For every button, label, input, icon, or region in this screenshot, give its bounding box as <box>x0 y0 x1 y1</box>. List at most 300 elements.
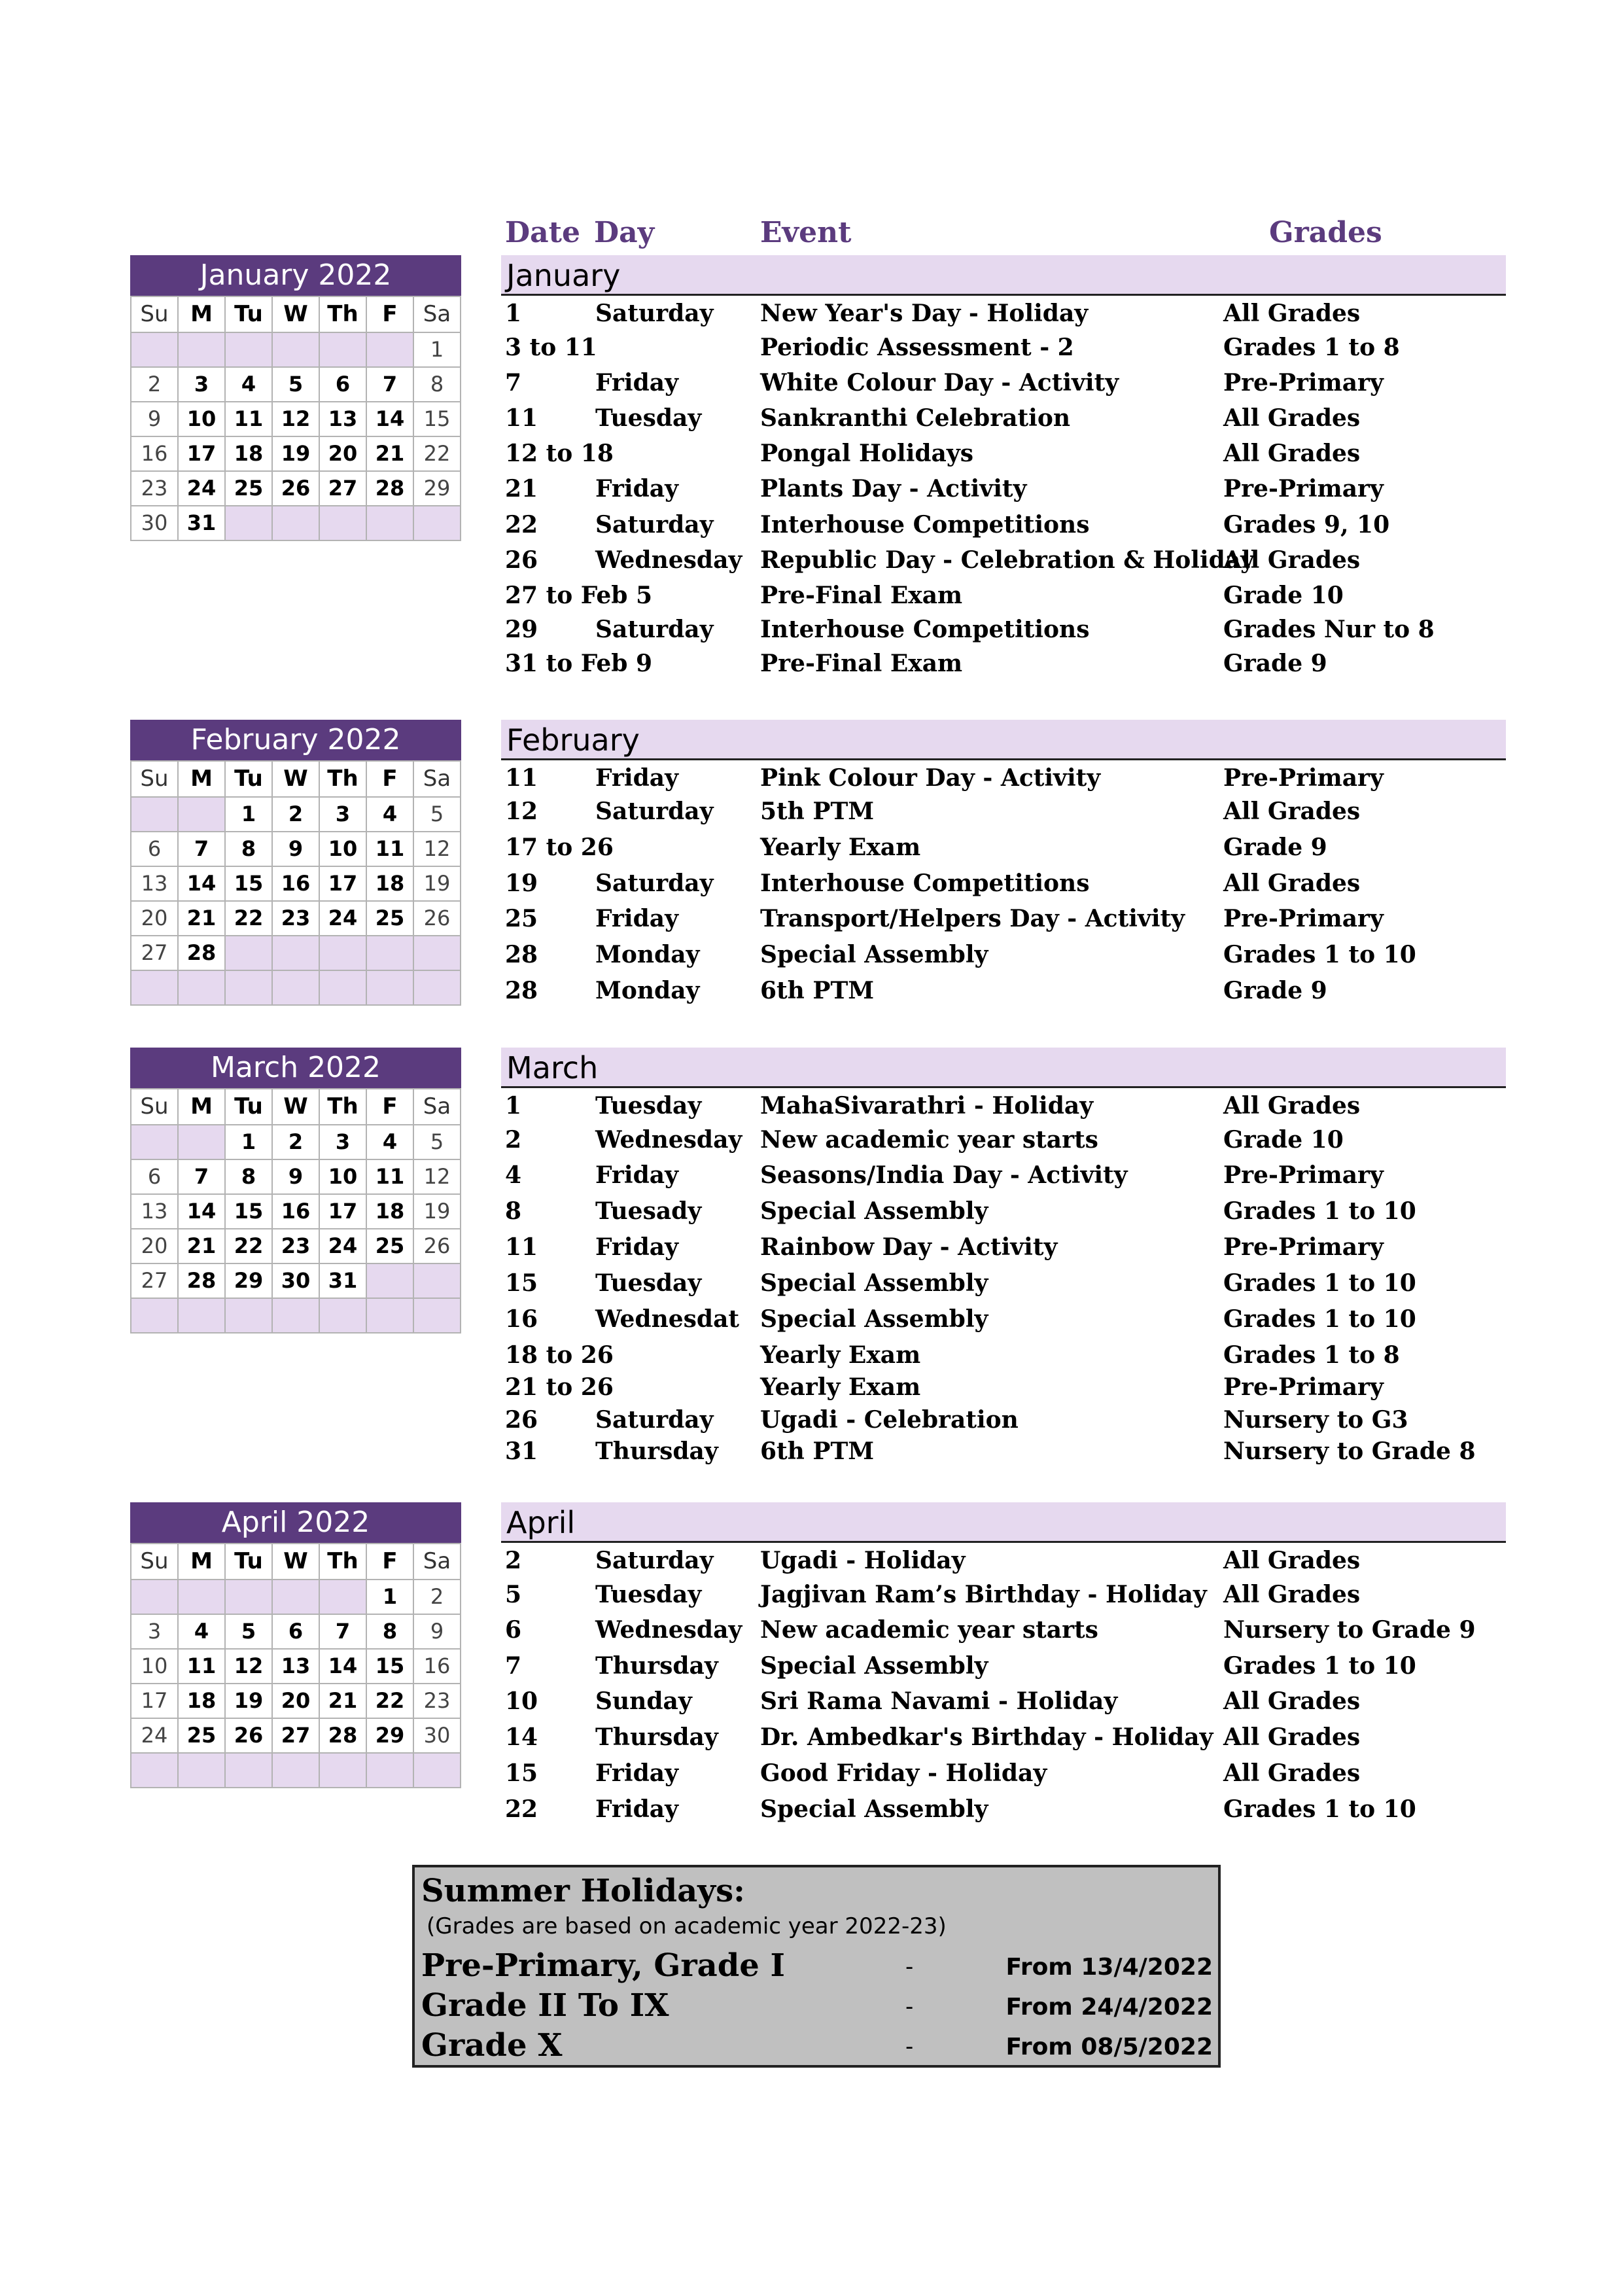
event-grades: All Grades <box>1223 300 1361 327</box>
calendar-day: 30 <box>131 506 179 541</box>
event-grades: All Grades <box>1223 1759 1361 1787</box>
event-date: 25 <box>505 905 538 932</box>
event-day: Tuesady <box>595 1197 702 1225</box>
event-date: 17 to 26 <box>505 834 614 861</box>
event-date: 26 <box>505 546 538 574</box>
calendar-day: 9 <box>273 1160 320 1195</box>
calendar-empty-cell <box>179 1580 226 1615</box>
calendar-day: 25 <box>367 902 414 936</box>
event-date: 15 <box>505 1269 538 1297</box>
calendar-day: 6 <box>320 368 367 402</box>
calendar-empty-cell <box>414 971 461 1006</box>
event-day: Tuesday <box>595 404 702 432</box>
calendar-day: 23 <box>131 472 179 506</box>
weekday-header: Tu <box>226 1544 273 1580</box>
calendar-grid <box>130 1543 461 1788</box>
event-name: White Colour Day - Activity <box>760 369 1119 397</box>
event-day: Monday <box>595 977 700 1004</box>
events-april <box>501 1502 1506 1823</box>
event-name: Plants Day - Activity <box>760 475 1027 503</box>
calendar-empty-cell <box>414 1754 461 1788</box>
event-day: Thursday <box>595 1438 718 1465</box>
calendar-empty-cell <box>179 1299 226 1333</box>
event-name: Interhouse Competitions <box>760 870 1090 897</box>
calendar-day: 13 <box>320 402 367 437</box>
calendar-empty-cell <box>131 1580 179 1615</box>
weekday-header: Tu <box>226 297 273 333</box>
event-date: 16 <box>505 1305 538 1333</box>
calendar-day: 4 <box>367 798 414 832</box>
calendar-title: April 2022 <box>130 1502 461 1543</box>
event-grades: Grades 1 to 8 <box>1223 334 1400 361</box>
calendar-day: 29 <box>367 1719 414 1754</box>
event-name: Good Friday - Holiday <box>760 1759 1047 1787</box>
calendar-empty-cell <box>367 333 414 368</box>
event-day: Thursday <box>595 1652 718 1680</box>
calendar-day: 10 <box>320 1160 367 1195</box>
calendar-empty-cell <box>367 1754 414 1788</box>
calendar-day: 17 <box>320 1195 367 1229</box>
summer-title: Summer Holidays: <box>421 1873 745 1909</box>
calendar-day: 30 <box>414 1719 461 1754</box>
calendar-day: 26 <box>414 902 461 936</box>
calendar-day: 7 <box>367 368 414 402</box>
event-grades: All Grades <box>1223 404 1361 432</box>
weekday-header: Th <box>320 762 367 798</box>
weekday-header: Sa <box>414 1544 461 1580</box>
month-heading: March <box>501 1048 1506 1088</box>
calendar-day: 17 <box>131 1684 179 1719</box>
summer-row <box>421 1987 1213 2026</box>
calendar-day: 22 <box>226 902 273 936</box>
event-name: Interhouse Competitions <box>760 511 1090 539</box>
calendar-empty-cell <box>320 936 367 971</box>
calendar-day: 1 <box>414 333 461 368</box>
calendar-title: February 2022 <box>130 720 461 760</box>
summer-holidays-box <box>412 1865 1221 2068</box>
event-day: Saturday <box>595 1547 714 1574</box>
summer-row-label: Pre-Primary, Grade I <box>421 1947 786 1984</box>
calendar-day: 19 <box>414 867 461 902</box>
calendar-day: 15 <box>414 402 461 437</box>
event-day: Monday <box>595 941 700 968</box>
calendar-day: 21 <box>179 1229 226 1264</box>
event-grades: Grades 1 to 10 <box>1223 1305 1416 1333</box>
calendar-day: 27 <box>320 472 367 506</box>
event-grades: All Grades <box>1223 1547 1361 1574</box>
weekday-header: F <box>367 1089 414 1125</box>
calendar-day: 25 <box>367 1229 414 1264</box>
calendar-day: 10 <box>131 1650 179 1684</box>
weekday-header: Su <box>131 297 179 333</box>
calendar-grid <box>130 296 461 541</box>
calendar-empty-cell <box>273 333 320 368</box>
event-grades: All Grades <box>1223 1723 1361 1751</box>
calendar-empty-cell <box>367 1264 414 1299</box>
event-date: 11 <box>505 404 538 432</box>
calendar-empty-cell <box>320 971 367 1006</box>
event-name: Ugadi - Holiday <box>760 1547 966 1574</box>
calendar-empty-cell <box>226 936 273 971</box>
summer-row-dash: - <box>905 1994 914 2020</box>
event-name: Special Assembly <box>760 1795 988 1823</box>
calendar-day: 9 <box>414 1615 461 1650</box>
calendar-january <box>130 255 461 541</box>
month-heading: January <box>501 255 1506 296</box>
column-header-date: Date <box>505 216 580 249</box>
event-day: Friday <box>595 1161 678 1189</box>
event-grades: Pre-Primary <box>1223 905 1384 932</box>
event-day: Wednesday <box>595 546 742 574</box>
event-grades: Grades Nur to 8 <box>1223 616 1435 643</box>
summer-row <box>421 2027 1213 2066</box>
calendar-day: 22 <box>367 1684 414 1719</box>
event-date: 2 <box>505 1547 522 1574</box>
summer-row-from: From 13/4/2022 <box>1005 1954 1213 1981</box>
calendar-empty-cell <box>131 333 179 368</box>
event-name: Pre-Final Exam <box>760 650 963 677</box>
event-grades: Pre-Primary <box>1223 475 1384 503</box>
summer-row-dash: - <box>905 2034 914 2060</box>
event-grades: Pre-Primary <box>1223 1233 1384 1261</box>
event-grades: Nursery to Grade 9 <box>1223 1616 1476 1644</box>
calendar-day: 8 <box>414 368 461 402</box>
event-date: 12 to 18 <box>505 440 614 467</box>
weekday-header: Su <box>131 762 179 798</box>
calendar-day: 21 <box>367 437 414 472</box>
event-name: Interhouse Competitions <box>760 616 1090 643</box>
calendar-day: 6 <box>131 1160 179 1195</box>
event-day: Saturday <box>595 1406 714 1434</box>
event-date: 4 <box>505 1161 522 1189</box>
event-grades: Grade 9 <box>1223 650 1327 677</box>
calendar-day: 15 <box>367 1650 414 1684</box>
event-date: 1 <box>505 300 522 327</box>
event-day: Friday <box>595 1759 678 1787</box>
calendar-grid <box>130 760 461 1006</box>
weekday-header: W <box>273 762 320 798</box>
calendar-day: 25 <box>226 472 273 506</box>
event-grades: Pre-Primary <box>1223 764 1384 792</box>
calendar-empty-cell <box>179 333 226 368</box>
event-date: 18 to 26 <box>505 1341 614 1369</box>
calendar-day: 14 <box>320 1650 367 1684</box>
event-day: Friday <box>595 1795 678 1823</box>
calendar-empty-cell <box>273 506 320 541</box>
event-grades: Grades 1 to 10 <box>1223 1197 1416 1225</box>
calendar-day: 13 <box>131 867 179 902</box>
event-date: 15 <box>505 1759 538 1787</box>
summer-row-from: From 24/4/2022 <box>1005 1994 1213 2021</box>
event-name: Yearly Exam <box>760 1373 921 1401</box>
weekday-header: W <box>273 297 320 333</box>
month-heading: February <box>501 720 1506 760</box>
calendar-day: 2 <box>131 368 179 402</box>
calendar-day: 17 <box>320 867 367 902</box>
calendar-day: 2 <box>273 798 320 832</box>
calendar-title: March 2022 <box>130 1048 461 1088</box>
calendar-day: 14 <box>179 867 226 902</box>
calendar-day: 5 <box>414 1125 461 1160</box>
calendar-day: 25 <box>179 1719 226 1754</box>
calendar-day: 26 <box>414 1229 461 1264</box>
calendar-day: 24 <box>320 1229 367 1264</box>
event-day: Friday <box>595 369 678 397</box>
event-grades: Grade 9 <box>1223 834 1327 861</box>
event-day: Friday <box>595 764 678 792</box>
event-day: Thursday <box>595 1723 718 1751</box>
weekday-header: M <box>179 1089 226 1125</box>
event-date: 7 <box>505 369 522 397</box>
event-name: New academic year starts <box>760 1616 1098 1644</box>
calendar-day: 9 <box>273 832 320 867</box>
event-name: 5th PTM <box>760 798 875 825</box>
event-day: Tuesday <box>595 1269 702 1297</box>
calendar-empty-cell <box>367 936 414 971</box>
weekday-header: Su <box>131 1544 179 1580</box>
calendar-day: 3 <box>320 798 367 832</box>
weekday-header: W <box>273 1089 320 1125</box>
calendar-empty-cell <box>320 506 367 541</box>
calendar-day: 15 <box>226 867 273 902</box>
weekday-header: Sa <box>414 297 461 333</box>
calendar-day: 2 <box>273 1125 320 1160</box>
calendar-day: 14 <box>179 1195 226 1229</box>
event-date: 12 <box>505 798 538 825</box>
calendar-empty-cell <box>414 936 461 971</box>
calendar-day: 1 <box>367 1580 414 1615</box>
calendar-empty-cell <box>273 1299 320 1333</box>
event-grades: Grade 9 <box>1223 977 1327 1004</box>
event-name: Transport/Helpers Day - Activity <box>760 905 1185 932</box>
calendar-day: 31 <box>320 1264 367 1299</box>
calendar-day: 18 <box>226 437 273 472</box>
calendar-empty-cell <box>320 1754 367 1788</box>
calendar-day: 5 <box>273 368 320 402</box>
calendar-day: 28 <box>179 936 226 971</box>
event-grades: All Grades <box>1223 440 1361 467</box>
event-date: 5 <box>505 1581 522 1608</box>
weekday-header: M <box>179 762 226 798</box>
calendar-february <box>130 720 461 1006</box>
event-date: 28 <box>505 941 538 968</box>
event-grades: Grade 10 <box>1223 1126 1344 1154</box>
event-name: Special Assembly <box>760 941 988 968</box>
calendar-day: 4 <box>367 1125 414 1160</box>
calendar-day: 20 <box>273 1684 320 1719</box>
calendar-day: 29 <box>226 1264 273 1299</box>
calendar-day: 27 <box>273 1719 320 1754</box>
event-day: Saturday <box>595 870 714 897</box>
column-header-event: Event <box>760 216 852 249</box>
weekday-header: Sa <box>414 762 461 798</box>
calendar-empty-cell <box>414 1264 461 1299</box>
calendar-day: 8 <box>226 1160 273 1195</box>
calendar-day: 20 <box>131 1229 179 1264</box>
weekday-header: F <box>367 297 414 333</box>
event-day: Friday <box>595 1233 678 1261</box>
calendar-day: 16 <box>273 1195 320 1229</box>
summer-row-label: Grade X <box>421 2027 563 2064</box>
calendar-empty-cell <box>320 1299 367 1333</box>
event-name: Yearly Exam <box>760 834 921 861</box>
calendar-day: 12 <box>273 402 320 437</box>
calendar-day: 17 <box>179 437 226 472</box>
calendar-april <box>130 1502 461 1788</box>
calendar-empty-cell <box>320 333 367 368</box>
event-date: 6 <box>505 1616 522 1644</box>
calendar-day: 13 <box>131 1195 179 1229</box>
column-header-grades: Grades <box>1269 216 1382 249</box>
calendar-day: 9 <box>131 402 179 437</box>
calendar-day: 12 <box>414 832 461 867</box>
weekday-header: M <box>179 1544 226 1580</box>
event-day: Wednesdat <box>595 1305 740 1333</box>
calendar-day: 22 <box>226 1229 273 1264</box>
event-grades: Grade 10 <box>1223 582 1344 609</box>
event-date: 31 <box>505 1438 538 1465</box>
event-date: 22 <box>505 1795 538 1823</box>
calendar-empty-cell <box>179 971 226 1006</box>
calendar-day: 28 <box>367 472 414 506</box>
calendar-empty-cell <box>367 971 414 1006</box>
calendar-day: 5 <box>226 1615 273 1650</box>
calendar-day: 21 <box>320 1684 367 1719</box>
event-date: 14 <box>505 1723 538 1751</box>
calendar-empty-cell <box>320 1580 367 1615</box>
calendar-day: 16 <box>131 437 179 472</box>
event-name: Pink Colour Day - Activity <box>760 764 1101 792</box>
calendar-day: 12 <box>414 1160 461 1195</box>
event-grades: Grades 1 to 10 <box>1223 1269 1416 1297</box>
calendar-day: 11 <box>367 1160 414 1195</box>
event-date: 10 <box>505 1687 538 1715</box>
calendar-day: 18 <box>367 867 414 902</box>
event-grades: Pre-Primary <box>1223 1373 1384 1401</box>
event-grades: Nursery to Grade 8 <box>1223 1438 1476 1465</box>
event-grades: Pre-Primary <box>1223 1161 1384 1189</box>
calendar-day: 14 <box>367 402 414 437</box>
events-march <box>501 1048 1506 1465</box>
event-date: 31 to Feb 9 <box>505 650 653 677</box>
calendar-day: 20 <box>131 902 179 936</box>
calendar-empty-cell <box>367 506 414 541</box>
calendar-day: 15 <box>226 1195 273 1229</box>
calendar-day: 7 <box>320 1615 367 1650</box>
event-day: Saturday <box>595 798 714 825</box>
summer-row <box>421 1947 1213 1987</box>
event-name: Yearly Exam <box>760 1341 921 1369</box>
event-date: 29 <box>505 616 538 643</box>
calendar-empty-cell <box>414 1299 461 1333</box>
event-grades: Grades 1 to 8 <box>1223 1341 1400 1369</box>
events-january <box>501 255 1506 677</box>
calendar-day: 3 <box>131 1615 179 1650</box>
calendar-day: 30 <box>273 1264 320 1299</box>
calendar-day: 11 <box>179 1650 226 1684</box>
calendar-empty-cell <box>179 798 226 832</box>
calendar-day: 18 <box>179 1684 226 1719</box>
event-name: Rainbow Day - Activity <box>760 1233 1058 1261</box>
calendar-day: 13 <box>273 1650 320 1684</box>
calendar-day: 1 <box>226 1125 273 1160</box>
calendar-day: 19 <box>226 1684 273 1719</box>
calendar-day: 29 <box>414 472 461 506</box>
calendar-day: 16 <box>414 1650 461 1684</box>
event-grades: All Grades <box>1223 546 1361 574</box>
calendar-empty-cell <box>414 506 461 541</box>
event-day: Friday <box>595 905 678 932</box>
event-date: 26 <box>505 1406 538 1434</box>
event-name: Periodic Assessment - 2 <box>760 334 1074 361</box>
calendar-empty-cell <box>226 333 273 368</box>
month-heading: April <box>501 1502 1506 1543</box>
calendar-day: 27 <box>131 1264 179 1299</box>
event-name: Jagjivan Ram’s Birthday - Holiday <box>760 1581 1207 1608</box>
event-date: 8 <box>505 1197 522 1225</box>
weekday-header: Th <box>320 1089 367 1125</box>
calendar-day: 18 <box>367 1195 414 1229</box>
calendar-empty-cell <box>273 1580 320 1615</box>
event-date: 1 <box>505 1092 522 1120</box>
calendar-day: 28 <box>179 1264 226 1299</box>
calendar-day: 24 <box>131 1719 179 1754</box>
calendar-day: 1 <box>226 798 273 832</box>
event-date: 21 <box>505 475 538 503</box>
weekday-header: Tu <box>226 1089 273 1125</box>
calendar-day: 20 <box>320 437 367 472</box>
calendar-day: 3 <box>320 1125 367 1160</box>
calendar-day: 6 <box>273 1615 320 1650</box>
event-day: Saturday <box>595 511 714 539</box>
weekday-header: Su <box>131 1089 179 1125</box>
event-date: 7 <box>505 1652 522 1680</box>
calendar-day: 4 <box>179 1615 226 1650</box>
calendar-day: 28 <box>320 1719 367 1754</box>
event-grades: Pre-Primary <box>1223 369 1384 397</box>
summer-row-label: Grade II To IX <box>421 1987 669 2024</box>
calendar-day: 12 <box>226 1650 273 1684</box>
calendar-day: 11 <box>367 832 414 867</box>
event-day: Wednesday <box>595 1126 742 1154</box>
calendar-day: 24 <box>179 472 226 506</box>
event-name: Seasons/India Day - Activity <box>760 1161 1128 1189</box>
calendar-day: 22 <box>414 437 461 472</box>
weekday-header: F <box>367 1544 414 1580</box>
weekday-header: Th <box>320 1544 367 1580</box>
calendar-empty-cell <box>179 1125 226 1160</box>
calendar-grid <box>130 1088 461 1333</box>
event-date: 27 to Feb 5 <box>505 582 653 609</box>
calendar-day: 5 <box>414 798 461 832</box>
event-name: New academic year starts <box>760 1126 1098 1154</box>
event-name: 6th PTM <box>760 977 875 1004</box>
event-name: Sankranthi Celebration <box>760 404 1071 432</box>
event-name: 6th PTM <box>760 1438 875 1465</box>
event-grades: All Grades <box>1223 1581 1361 1608</box>
calendar-day: 19 <box>414 1195 461 1229</box>
calendar-empty-cell <box>226 1754 273 1788</box>
event-name: New Year's Day - Holiday <box>760 300 1089 327</box>
event-date: 11 <box>505 764 538 792</box>
event-day: Sunday <box>595 1687 692 1715</box>
event-grades: All Grades <box>1223 1092 1361 1120</box>
events-february <box>501 720 1506 1004</box>
event-date: 2 <box>505 1126 522 1154</box>
calendar-day: 7 <box>179 832 226 867</box>
summer-row-from: From 08/5/2022 <box>1005 2034 1213 2060</box>
weekday-header: Tu <box>226 762 273 798</box>
